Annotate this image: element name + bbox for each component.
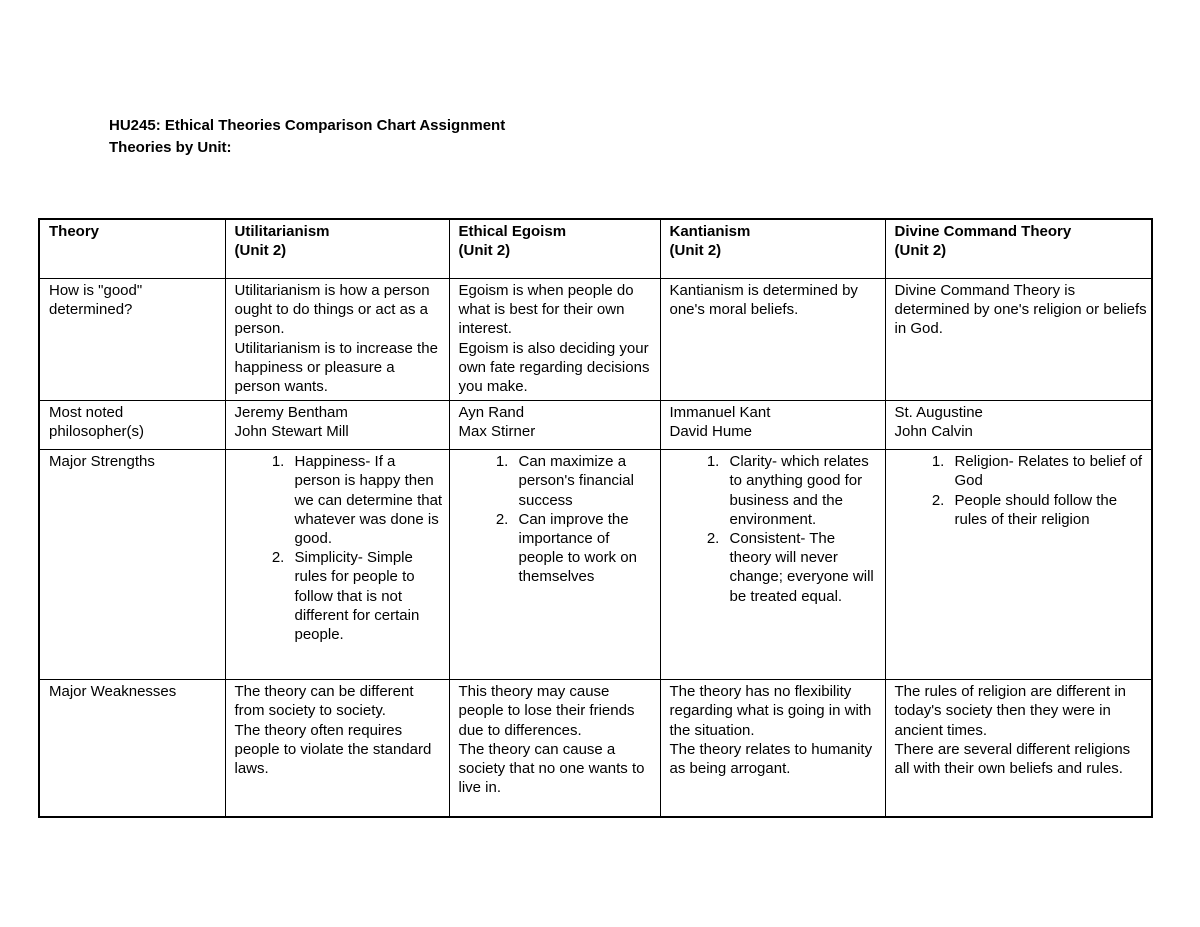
cell-line: The theory can be different from society to society. bbox=[234, 683, 414, 720]
philosopher-name: Jeremy Bentham bbox=[234, 404, 348, 422]
cell-line: The theory has no flexibility regarding what is going in with the situation. bbox=[669, 683, 872, 739]
list-item: 1. Clarity- which relates to anything good for business and the environment. bbox=[724, 452, 881, 529]
strengths-list bbox=[670, 452, 881, 606]
column-unit: (Unit 2) bbox=[669, 242, 722, 260]
cell-ethical-egoism bbox=[449, 680, 660, 818]
cell-line: The theory relates to humanity as being arrogant. bbox=[669, 740, 873, 778]
row-label: Major Strengths bbox=[39, 450, 225, 680]
philosopher-name: John Stewart Mill bbox=[234, 423, 349, 441]
list-item: 2. Can improve the importance of people to work on themselves bbox=[513, 510, 656, 587]
table-row-philosophers bbox=[39, 401, 1152, 450]
philosopher-name: Ayn Rand bbox=[458, 404, 525, 422]
cell-line: Utilitarianism is how a person ought to do things or act as a person. bbox=[234, 282, 430, 338]
cell-utilitarianism bbox=[225, 401, 449, 450]
row-label: Most noted philosopher(s) bbox=[39, 401, 225, 450]
cell-line: The rules of religion are different in today's society then they were in ancient times. bbox=[894, 683, 1127, 739]
header-cell-divine-command-theory bbox=[885, 219, 1152, 279]
cell-ethical-egoism bbox=[449, 279, 660, 401]
cell-line: The theory often requires people to violate the standard laws. bbox=[234, 721, 432, 778]
cell-ethical-egoism bbox=[449, 401, 660, 450]
cell-utilitarianism bbox=[225, 279, 449, 401]
list-item: 2. Simplicity- Simple rules for people to follow that is not different for certain people. bbox=[289, 548, 445, 644]
list-item: 1. Happiness- If a person is happy then we can determine that whatever was done is good. bbox=[289, 452, 445, 548]
cell-line: Egoism is when people do what is best for their own interest. bbox=[458, 282, 634, 338]
table-row-weaknesses bbox=[39, 680, 1152, 818]
strengths-list bbox=[235, 452, 445, 644]
column-name: Divine Command Theory bbox=[894, 223, 1072, 240]
cell-divine-command-theory bbox=[885, 680, 1152, 818]
cell-divine-command-theory bbox=[885, 279, 1152, 401]
row-label: Major Weaknesses bbox=[39, 680, 225, 818]
cell-kantianism bbox=[660, 401, 885, 450]
list-item: 2. People should follow the rules of their religion bbox=[949, 491, 1148, 529]
philosopher-name: David Hume bbox=[669, 423, 753, 441]
document-title: HU245: Ethical Theories Comparison Chart Assignment bbox=[109, 117, 506, 134]
row-label: How is "good" determined? bbox=[39, 279, 225, 401]
philosopher-name: St. Augustine bbox=[894, 404, 983, 422]
table-header-row bbox=[39, 219, 1152, 279]
table-row-good-determined bbox=[39, 279, 1152, 401]
cell-kantianism bbox=[660, 279, 885, 401]
document-header bbox=[109, 115, 505, 159]
column-unit: (Unit 2) bbox=[234, 242, 287, 260]
ethical-theories-table bbox=[38, 218, 1153, 818]
header-cell-ethical-egoism bbox=[449, 219, 660, 279]
philosopher-name: John Calvin bbox=[894, 423, 973, 441]
cell-line: Divine Command Theory is determined by one's religion or beliefs in God. bbox=[894, 282, 1147, 338]
cell-utilitarianism bbox=[225, 450, 449, 680]
list-item: 1. Religion- Relates to belief of God bbox=[949, 452, 1148, 490]
list-item: 1. Can maximize a person's financial success bbox=[513, 452, 656, 510]
document-subtitle: Theories by Unit: bbox=[109, 139, 232, 156]
cell-utilitarianism bbox=[225, 680, 449, 818]
philosopher-name: Max Stirner bbox=[458, 423, 536, 441]
header-cell-utilitarianism bbox=[225, 219, 449, 279]
cell-divine-command-theory bbox=[885, 401, 1152, 450]
cell-line: Egoism is also deciding your own fate regarding decisions you make. bbox=[458, 339, 650, 396]
column-name: Kantianism bbox=[669, 223, 751, 240]
column-name: Ethical Egoism bbox=[458, 223, 567, 240]
cell-line: Kantianism is determined by one's moral beliefs. bbox=[669, 282, 858, 319]
table-row-strengths bbox=[39, 450, 1152, 680]
column-name: Theory bbox=[49, 223, 100, 240]
header-cell-theory bbox=[39, 219, 225, 279]
cell-line: This theory may cause people to lose their friends due to differences. bbox=[458, 683, 635, 739]
cell-line: The theory can cause a society that no one wants to live in. bbox=[458, 740, 645, 797]
cell-divine-command-theory bbox=[885, 450, 1152, 680]
cell-kantianism bbox=[660, 680, 885, 818]
strengths-list bbox=[459, 452, 656, 586]
column-name: Utilitarianism bbox=[234, 223, 330, 240]
list-item: 2. Consistent- The theory will never change; everyone will be treated equal. bbox=[724, 529, 881, 606]
cell-line: There are several different religions all with their own beliefs and rules. bbox=[894, 740, 1131, 778]
cell-ethical-egoism bbox=[449, 450, 660, 680]
column-unit: (Unit 2) bbox=[458, 242, 511, 260]
philosopher-name: Immanuel Kant bbox=[669, 404, 771, 422]
header-cell-kantianism bbox=[660, 219, 885, 279]
strengths-list bbox=[895, 452, 1148, 529]
cell-line: Utilitarianism is to increase the happiness or pleasure a person wants. bbox=[234, 339, 438, 396]
cell-kantianism bbox=[660, 450, 885, 680]
column-unit: (Unit 2) bbox=[894, 242, 947, 260]
